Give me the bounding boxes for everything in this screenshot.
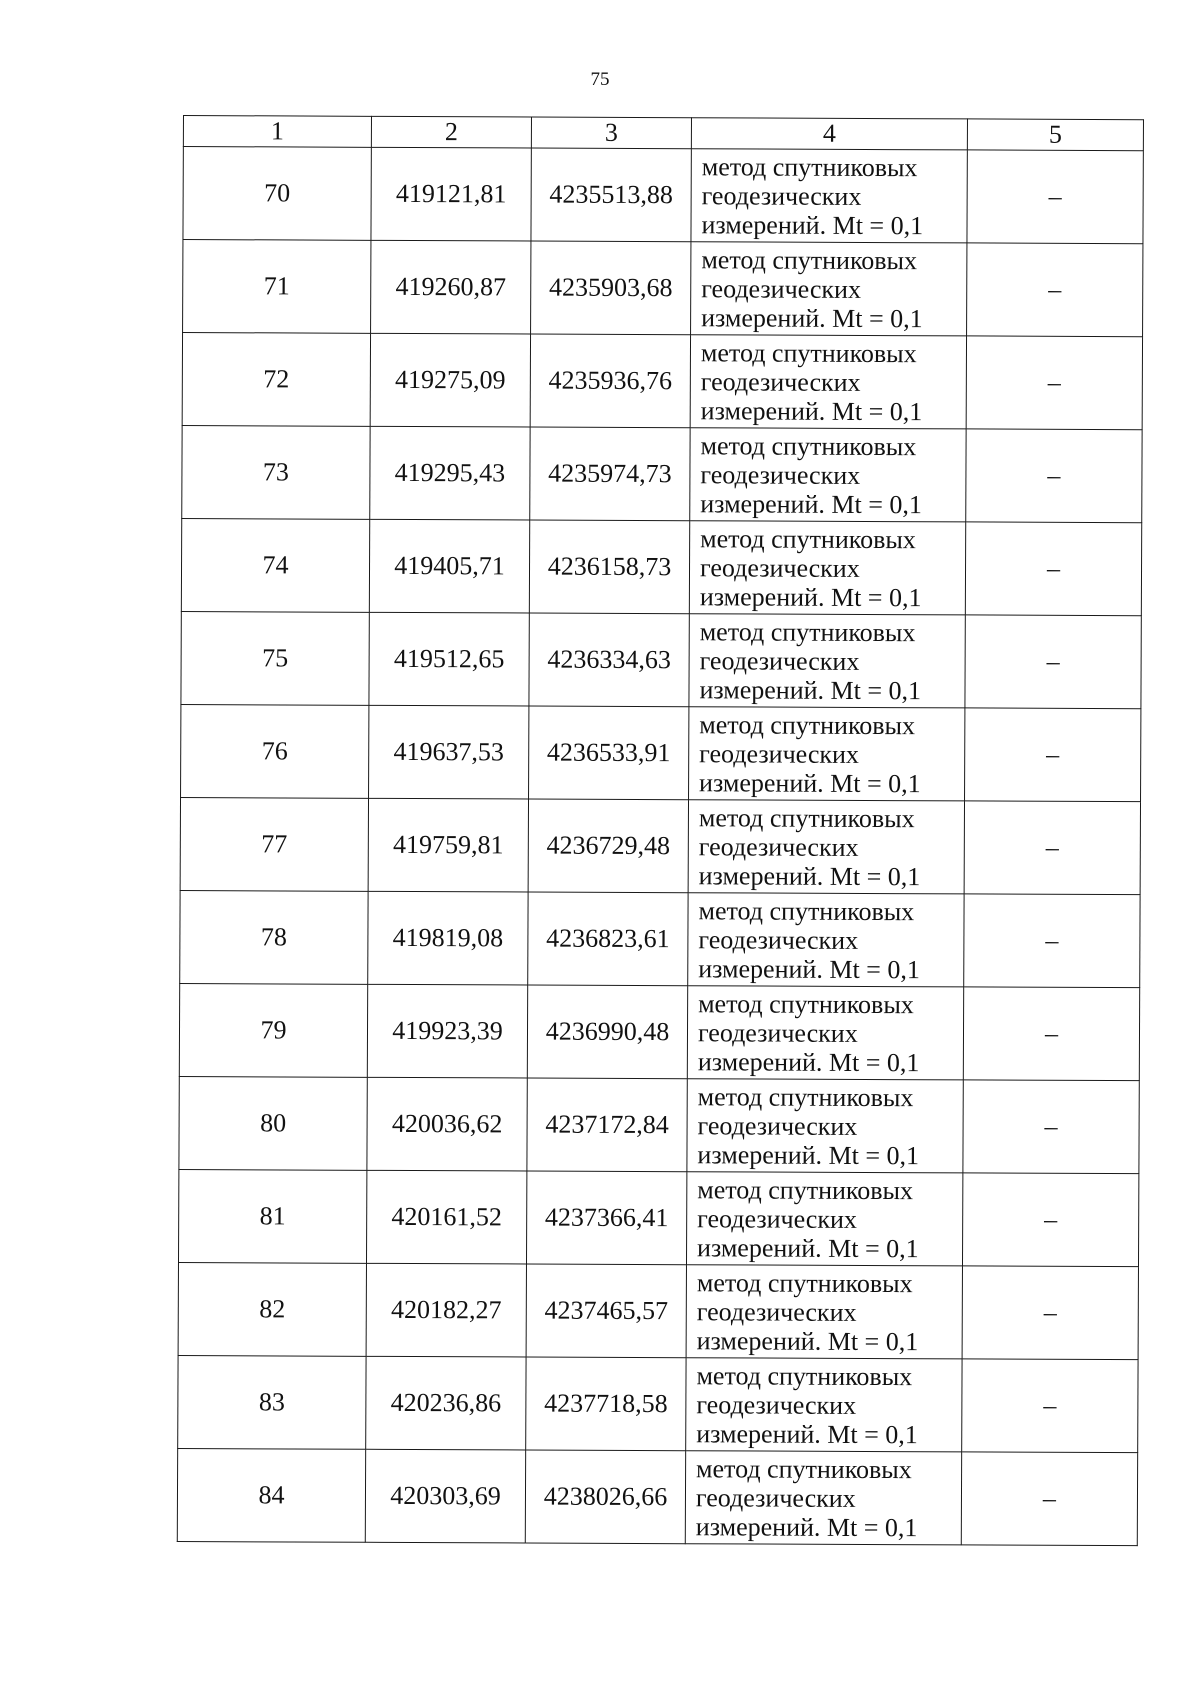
note-cell: – xyxy=(964,894,1140,988)
table-row xyxy=(179,983,1139,1080)
note-cell: – xyxy=(965,708,1141,802)
point-number-cell: 77 xyxy=(180,797,368,891)
header-cell-4: 4 xyxy=(691,118,967,150)
y-coordinate-cell: 4235903,68 xyxy=(531,241,691,335)
point-number-cell: 75 xyxy=(181,611,369,705)
note-cell: – xyxy=(962,1173,1138,1267)
note-cell: – xyxy=(963,1080,1139,1174)
method-text-line: геодезических xyxy=(697,1203,857,1234)
method-text-line: измерений. Mt = 0,1 xyxy=(696,1325,919,1356)
y-coordinate-cell: 4237465,57 xyxy=(526,1264,686,1358)
x-coordinate-cell: 420036,62 xyxy=(367,1077,527,1171)
method-text-line: геодезических xyxy=(699,645,860,676)
method-cell xyxy=(689,614,965,708)
method-text-line: измерений. Mt = 0,1 xyxy=(699,674,922,705)
point-number-cell: 80 xyxy=(179,1076,367,1170)
method-text-line: метод спутниковых xyxy=(701,151,918,182)
method-text-line: метод спутниковых xyxy=(696,1360,913,1391)
method-cell xyxy=(686,1172,962,1266)
method-cell xyxy=(691,242,967,336)
table-row xyxy=(177,1448,1137,1545)
method-cell xyxy=(687,986,963,1080)
note-cell: – xyxy=(964,801,1140,895)
method-text-line: измерений. Mt = 0,1 xyxy=(697,1232,919,1263)
x-coordinate-cell: 420236,86 xyxy=(366,1356,526,1450)
method-text-line: метод спутниковых xyxy=(696,1453,912,1484)
table-header xyxy=(183,116,1143,151)
table-row xyxy=(181,518,1141,615)
table-row xyxy=(183,240,1143,337)
y-coordinate-cell: 4235513,88 xyxy=(531,148,691,242)
method-text-line: измерений. Mt = 0,1 xyxy=(697,1046,920,1077)
note-cell: – xyxy=(967,150,1143,244)
method-text-line: измерений. Mt = 0,1 xyxy=(699,581,922,612)
method-text-line: метод спутниковых xyxy=(700,430,917,461)
method-text-line: метод спутниковых xyxy=(699,616,916,647)
method-text-line: метод спутниковых xyxy=(697,1174,914,1205)
point-number-cell: 70 xyxy=(183,147,371,241)
table-row xyxy=(180,890,1140,987)
coordinates-table xyxy=(177,115,1144,1546)
table-row xyxy=(179,1076,1139,1173)
method-text-line: метод спутниковых xyxy=(698,895,915,926)
x-coordinate-cell: 420303,69 xyxy=(365,1449,525,1543)
note-cell: – xyxy=(967,243,1143,337)
point-number-cell: 72 xyxy=(182,333,370,427)
method-text-line: геодезических xyxy=(700,366,861,397)
table-row xyxy=(182,425,1142,522)
header-cell-5: 5 xyxy=(967,119,1143,151)
method-cell xyxy=(689,521,965,615)
point-number-cell: 76 xyxy=(181,704,369,798)
method-text-line: метод спутниковых xyxy=(700,337,917,368)
y-coordinate-cell: 4236533,91 xyxy=(529,706,689,800)
point-number-cell: 79 xyxy=(179,983,367,1077)
method-text-line: геодезических xyxy=(701,180,862,211)
method-cell xyxy=(686,1265,962,1359)
x-coordinate-cell: 419759,81 xyxy=(368,798,528,892)
method-text-line: геодезических xyxy=(700,459,861,490)
method-text-line: измерений. Mt = 0,1 xyxy=(697,1139,920,1170)
method-text-line: геодезических xyxy=(696,1296,857,1327)
method-text-line: измерений. Mt = 0,1 xyxy=(701,209,924,240)
y-coordinate-cell: 4235974,73 xyxy=(530,427,690,521)
method-text-line: геодезических xyxy=(696,1389,857,1420)
note-cell: – xyxy=(965,615,1141,709)
method-text-line: геодезических xyxy=(701,273,862,304)
y-coordinate-cell: 4236334,63 xyxy=(529,613,689,707)
method-text-line: метод спутниковых xyxy=(698,802,915,833)
y-coordinate-cell: 4237172,84 xyxy=(527,1078,687,1172)
method-cell xyxy=(688,800,964,894)
method-text-line: метод спутниковых xyxy=(700,523,916,554)
method-cell xyxy=(687,1079,963,1173)
point-number-cell: 71 xyxy=(183,240,371,334)
header-cell-2: 2 xyxy=(371,116,531,148)
y-coordinate-cell: 4236990,48 xyxy=(527,985,687,1079)
table-row xyxy=(183,147,1143,244)
method-cell xyxy=(686,1358,962,1452)
x-coordinate-cell: 419637,53 xyxy=(369,705,529,799)
method-text-line: геодезических xyxy=(695,1482,856,1513)
x-coordinate-cell: 419121,81 xyxy=(371,147,531,241)
method-text-line: геодезических xyxy=(699,552,860,583)
method-text-line: измерений. Mt = 0,1 xyxy=(698,953,920,984)
y-coordinate-cell: 4237718,58 xyxy=(526,1357,686,1451)
note-cell: – xyxy=(963,987,1139,1081)
method-text-line: измерений. Mt = 0,1 xyxy=(700,488,922,519)
point-number-cell: 83 xyxy=(178,1355,366,1449)
method-cell xyxy=(690,335,966,429)
method-cell xyxy=(689,707,965,801)
table-row xyxy=(178,1169,1138,1266)
method-text-line: измерений. Mt = 0,1 xyxy=(700,395,923,426)
table-row xyxy=(181,611,1141,708)
y-coordinate-cell: 4237366,41 xyxy=(526,1171,686,1265)
table-row xyxy=(178,1355,1138,1452)
point-number-cell: 82 xyxy=(178,1262,366,1356)
y-coordinate-cell: 4235936,76 xyxy=(530,334,690,428)
method-text-line: метод спутниковых xyxy=(698,988,914,1019)
table-row xyxy=(180,797,1140,894)
method-text-line: геодезических xyxy=(698,831,859,862)
point-number-cell: 81 xyxy=(178,1169,366,1263)
x-coordinate-cell: 419819,08 xyxy=(368,891,528,985)
point-number-cell: 84 xyxy=(177,1448,365,1542)
method-text-line: метод спутниковых xyxy=(699,709,916,740)
note-cell: – xyxy=(961,1452,1137,1546)
x-coordinate-cell: 419405,71 xyxy=(369,519,529,613)
note-cell: – xyxy=(966,429,1142,523)
method-text-line: измерений. Mt = 0,1 xyxy=(701,302,923,333)
x-coordinate-cell: 419260,87 xyxy=(371,240,531,334)
page-number: 75 xyxy=(590,69,610,90)
method-text-line: измерений. Mt = 0,1 xyxy=(699,767,921,798)
table-row xyxy=(178,1262,1138,1359)
method-cell xyxy=(691,149,967,243)
note-cell: – xyxy=(962,1359,1138,1453)
table-row xyxy=(182,333,1142,430)
header-cell-3: 3 xyxy=(531,117,691,149)
method-text-line: геодезических xyxy=(699,738,860,769)
method-text-line: геодезических xyxy=(698,924,859,955)
x-coordinate-cell: 419512,65 xyxy=(369,612,529,706)
y-coordinate-cell: 4236158,73 xyxy=(529,520,689,614)
point-number-cell: 78 xyxy=(180,890,368,984)
method-cell xyxy=(685,1451,961,1545)
method-text-line: метод спутниковых xyxy=(697,1081,914,1112)
x-coordinate-cell: 419275,09 xyxy=(370,333,530,427)
method-text-line: метод спутниковых xyxy=(696,1267,913,1298)
table-body xyxy=(177,147,1143,1546)
x-coordinate-cell: 419923,39 xyxy=(367,984,527,1078)
note-cell: – xyxy=(966,336,1142,430)
header-cell-1: 1 xyxy=(183,116,371,148)
table-row xyxy=(181,704,1141,801)
method-text-line: геодезических xyxy=(697,1017,858,1048)
method-cell xyxy=(690,428,966,522)
method-text-line: измерений. Mt = 0,1 xyxy=(695,1511,918,1542)
point-number-cell: 74 xyxy=(181,518,369,612)
method-text-line: измерений. Mt = 0,1 xyxy=(696,1418,918,1449)
x-coordinate-cell: 420182,27 xyxy=(366,1263,526,1357)
method-text-line: измерений. Mt = 0,1 xyxy=(698,860,921,891)
note-cell: – xyxy=(962,1266,1138,1360)
y-coordinate-cell: 4238026,66 xyxy=(525,1450,685,1544)
method-text-line: геодезических xyxy=(697,1110,858,1141)
point-number-cell: 73 xyxy=(182,425,370,519)
header-row xyxy=(183,116,1143,151)
y-coordinate-cell: 4236823,61 xyxy=(528,892,688,986)
method-text-line: метод спутниковых xyxy=(701,244,918,275)
y-coordinate-cell: 4236729,48 xyxy=(528,799,688,893)
method-cell xyxy=(688,893,964,987)
x-coordinate-cell: 420161,52 xyxy=(366,1170,526,1264)
note-cell: – xyxy=(965,522,1141,616)
x-coordinate-cell: 419295,43 xyxy=(370,426,530,520)
